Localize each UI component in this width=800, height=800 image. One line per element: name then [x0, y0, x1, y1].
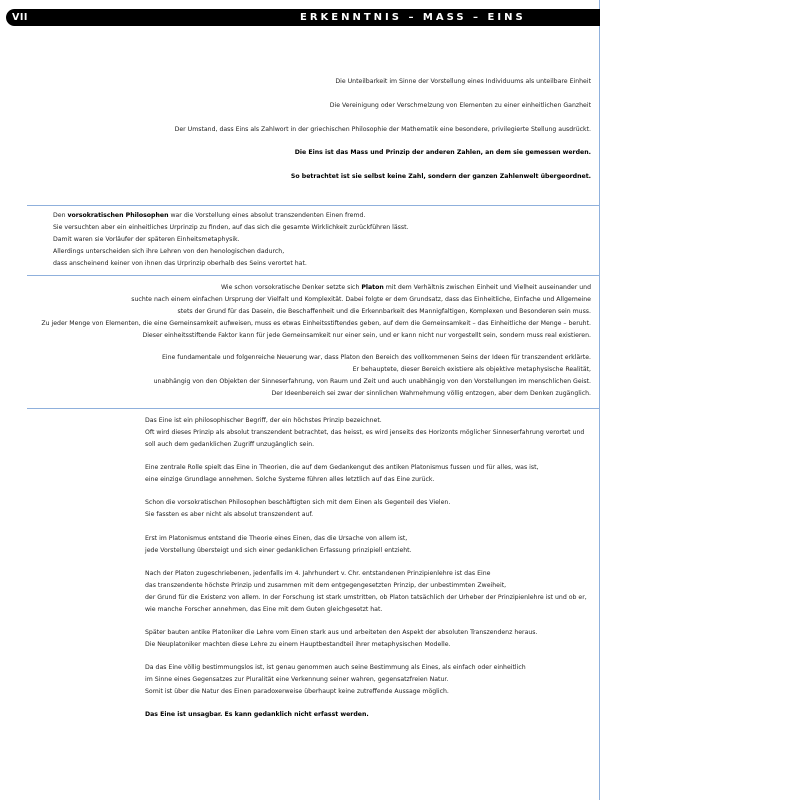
the-one-line: Da das Eine völlig bestimmungslos ist, ist genau genommen auch seine Bestimmung als Eines, als einfach oder einheitlich [145, 664, 526, 671]
plato-line: Zu jeder Menge von Elementen, die eine Gemeinsamkeit aufweisen, muss es etwas Einheitsstiftendes geben, auf dem die Gemeinsamkeit – das Einheitliche der Menge – beruht. [41, 320, 591, 327]
the-one-line: Eine zentrale Rolle spielt das Eine in Theorien, die auf dem Gedankengut des antiken Platonismus fussen und für alles, was ist, [145, 464, 539, 471]
the-one-line: jede Vorstellung übersteigt und sich einer gedanklichen Erfassung prinzipiell entzieht. [145, 547, 412, 554]
the-one-line: im Sinne eines Gegensatzes zur Pluralität eine Verkennung seiner wahren, gegensatzfreien Natur. [145, 676, 449, 683]
presocratics-line: Sie versuchten aber ein einheitliches Urprinzip zu finden, auf das sich die gesamte Wirklichkeit zurückführen lässt. [53, 224, 409, 231]
the-one-line: Erst im Platonismus entstand die Theorie eines Einen, das die Ursache von allem ist, [145, 535, 408, 542]
section-divider [27, 408, 600, 409]
the-one-line: Später bauten antike Platoniker die Lehre vom Einen stark aus und arbeiteten den Aspekt der absoluten Transzendenz heraus. [145, 629, 538, 636]
plato-line: unabhängig von den Objekten der Sinneserfahrung, von Raum und Zeit und auch unabhängig von den Vorstellungen im menschlichen Geist. [153, 378, 591, 385]
the-one-line: Oft wird dieses Prinzip als absolut transzendent betrachtet, das heisst, es wird jenseits des Horizonts möglicher Sinneserfahrung verortet und [145, 429, 585, 436]
definition-line: So betrachtet ist sie selbst keine Zahl, sondern der ganzen Zahlenwelt übergeordnet. [290, 173, 591, 180]
the-one-line: das transzendente höchste Prinzip und zusammen mit dem entgegengesetzten Prinzip, der unbestimmten Zweiheit, [145, 582, 507, 589]
page-title: ERKENNTNIS – MASS – EINS [300, 12, 526, 23]
definition-line: Die Unteilbarkeit im Sinne der Vorstellung eines Individuums als unteilbare Einheit [335, 78, 591, 85]
the-one-line: Nach der Platon zugeschriebenen, jedenfalls im 4. Jahrhundert v. Chr. entstandenen Prinzipienlehre ist das Eine [145, 570, 491, 577]
plato-line: Wie schon vorsokratische Denker setzte sich Platon mit dem Verhältnis zwischen Einheit und Vielheit auseinander und [220, 284, 591, 291]
the-one-line: Das Eine ist ein philosophischer Begriff, der ein höchstes Prinzip bezeichnet. [145, 417, 382, 424]
presocratics-line: dass anscheinend keiner von ihnen das Urprinzip oberhalb des Seins verortet hat. [53, 260, 307, 267]
presocratics-term: vorsokratischen Philosophen [67, 212, 169, 219]
plato-line: suchte nach einem einfachen Ursprung der Vielfalt und Komplexität. Dabei folgte er dem Grundsatz, dass das Einheitliche, Einfache und Allgemeine [131, 296, 591, 303]
plato-line: Eine fundamentale und folgenreiche Neuerung war, dass Platon den Bereich des vollkommenen Seins der Ideen für transzendent erklärte. [161, 354, 591, 361]
plato-line: Er behauptete, dieser Bereich existiere als objektive metaphysische Realität, [352, 366, 591, 373]
section-divider [27, 275, 600, 276]
the-one-line: Somit ist über die Natur des Einen paradoxerweise überhaupt keine zutreffende Aussage möglich. [145, 688, 449, 695]
the-one-line: eine einzige Grundlage annehmen. Solche Systeme führen alles letztlich auf das Eine zurück. [145, 476, 435, 483]
presocratics-line: Allerdings unterscheiden sich ihre Lehren von den henologischen dadurch, [53, 248, 285, 255]
section-divider [27, 205, 600, 206]
the-one-line: Schon die vorsokratischen Philosophen beschäftigten sich mit dem Einen als Gegenteil des Vielen. [145, 499, 451, 506]
presocratics-line: Den vorsokratischen Philosophen war die Vorstellung eines absolut transzendenten Einen fremd. [53, 212, 366, 219]
plato-term: Platon [361, 284, 384, 291]
the-one-line: Die Neuplatoniker machten diese Lehre zu einem Hauptbestandteil ihrer metaphysischen Modelle. [145, 641, 451, 648]
definition-line: Die Vereinigung oder Verschmelzung von Elementen zu einer einheitlichen Ganzheit [329, 102, 591, 109]
margin-rule-vertical [599, 0, 600, 800]
plato-line: Der Ideenbereich sei zwar der sinnlichen Wahrnehmung völlig entzogen, aber dem Denken zugänglich. [271, 390, 591, 397]
chapter-number: VII [12, 12, 28, 23]
definition-line: Die Eins ist das Mass und Prinzip der anderen Zahlen, an dem sie gemessen werden. [294, 149, 591, 156]
the-one-line: der Grund für die Existenz von allem. In der Forschung ist stark umstritten, ob Platon tatsächlich der Urheber der Prinzipienlehre ist und ob er, [145, 594, 587, 601]
the-one-line: Sie fassten es aber nicht als absolut transzendent auf. [145, 511, 314, 518]
the-one-line: wie manche Forscher annehmen, das Eine mit dem Guten gleichgesetzt hat. [145, 606, 383, 613]
definition-line: Der Umstand, dass Eins als Zahlwort in der griechischen Philosophie der Mathematik eine besondere, privilegierte Stellung ausdrückt. [174, 126, 591, 133]
plato-line: stets der Grund für das Dasein, die Beschaffenheit und die Erkennbarkeit des Mannigfaltigen, Komplexen und Besonderen sein muss. [177, 308, 591, 315]
conclusion: Das Eine ist unsagbar. Es kann gedanklich nicht erfasst werden. [145, 711, 369, 718]
plato-line: Dieser einheitsstiftende Faktor kann für jede Gemeinsamkeit nur einer sein, und er kann nicht nur vorgestellt sein, sondern muss real existieren. [142, 332, 591, 339]
presocratics-line: Damit waren sie Vorläufer der späteren Einheitsmetaphysik. [53, 236, 240, 243]
the-one-line: soll auch dem gedanklichen Zugriff unzugänglich sein. [145, 441, 315, 448]
